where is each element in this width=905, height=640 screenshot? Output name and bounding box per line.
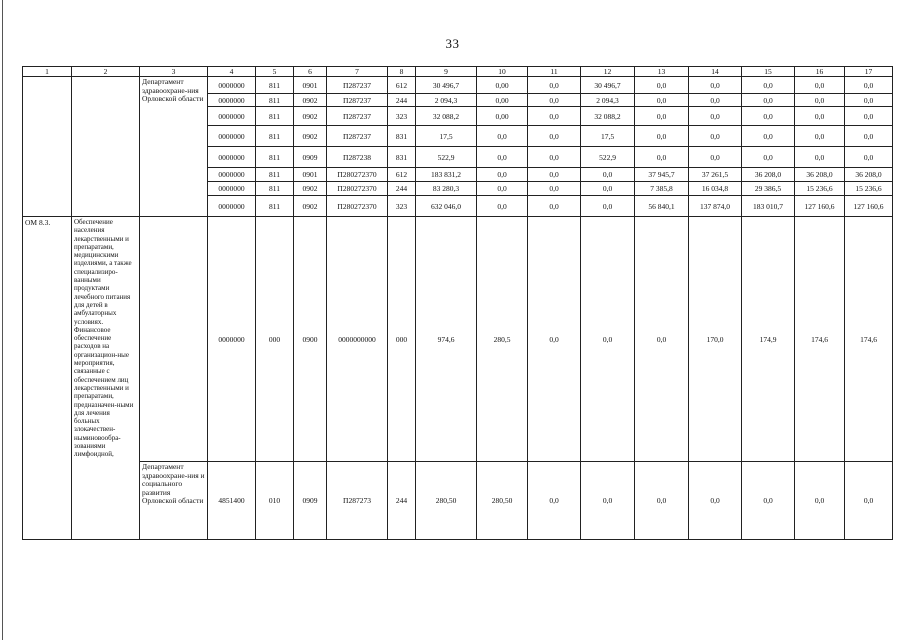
table-cell: 811 [256,168,294,182]
table-cell: 0,0 [581,196,635,217]
table-cell: 522,9 [581,147,635,168]
header-cell: 1 [23,67,72,77]
table-cell: 974,6 [416,217,477,462]
table-cell: 0,0 [528,196,581,217]
header-cell: 15 [742,67,795,77]
header-cell: 4 [208,67,256,77]
table-cell: 0,00 [477,94,528,107]
table-row [23,217,893,462]
table-cell: 36 208,0 [845,168,893,182]
table-cell: 0,0 [528,126,581,147]
table-cell: 30 496,7 [581,77,635,94]
table-cell: 0,0 [742,77,795,94]
table-cell: 0,0 [795,107,845,126]
table-cell: 010 [256,462,294,540]
table-cell: 37 945,7 [635,168,689,182]
table-cell: 174,6 [795,217,845,462]
table-cell: 831 [388,126,416,147]
table-cell: 0,0 [689,126,742,147]
table-cell: 0,0 [845,147,893,168]
table-cell: 0000000 [208,147,256,168]
header-cell: 11 [528,67,581,77]
table-cell: 0,0 [795,126,845,147]
header-cell: 7 [327,67,388,77]
table-cell: 32 088,2 [416,107,477,126]
table-cell: 0,0 [635,94,689,107]
table-cell: 811 [256,182,294,196]
table-cell: 0,0 [635,126,689,147]
table-cell: 0,0 [635,77,689,94]
table-cell: 0901 [294,77,327,94]
table-cell: 0901 [294,168,327,182]
table-cell: 0,0 [742,462,795,540]
page-number: 33 [445,36,460,51]
table-cell: 0,0 [795,77,845,94]
table-cell: 811 [256,147,294,168]
header-row [23,67,893,77]
table-cell: 0,0 [528,147,581,168]
table-cell: 0000000 [208,217,256,462]
header-cell: 8 [388,67,416,77]
header-cell: 6 [294,67,327,77]
table-cell: П287237 [327,94,388,107]
table-cell: 29 386,5 [742,182,795,196]
table-cell: 0,0 [742,107,795,126]
table-cell: 36 208,0 [795,168,845,182]
table-cell: 632 046,0 [416,196,477,217]
table-cell: 831 [388,147,416,168]
table-cell: 000 [388,217,416,462]
table-cell: 0,0 [528,217,581,462]
table-cell: 0,0 [689,107,742,126]
table-cell: 0,0 [689,147,742,168]
table-cell: 0,0 [689,77,742,94]
table-cell: 0,0 [795,462,845,540]
table-cell: 32 088,2 [581,107,635,126]
table-cell: 183 831,2 [416,168,477,182]
table-cell: 0,0 [581,182,635,196]
table-cell: 174,9 [742,217,795,462]
table-cell: 323 [388,196,416,217]
table-cell: 0902 [294,196,327,217]
table-cell: П280272370 [327,182,388,196]
table-cell: 0,0 [845,107,893,126]
table-cell: 15 236,6 [845,182,893,196]
table-cell: 0,0 [477,147,528,168]
table-cell: П287237 [327,107,388,126]
table-cell: 0,0 [795,94,845,107]
table-cell: П280272370 [327,196,388,217]
table-cell: 174,6 [845,217,893,462]
header-cell: 10 [477,67,528,77]
table-cell: 37 261,5 [689,168,742,182]
table-cell: 83 280,3 [416,182,477,196]
table-cell: 244 [388,182,416,196]
table-cell: 0,0 [528,94,581,107]
table-cell: 0,0 [635,147,689,168]
table-cell: 612 [388,168,416,182]
table-cell: 0,0 [477,126,528,147]
empty-cell [72,77,140,217]
table-cell: 0,0 [528,168,581,182]
table-cell: 244 [388,462,416,540]
table-cell: 170,0 [689,217,742,462]
table-cell: 4851400 [208,462,256,540]
header-cell: 16 [795,67,845,77]
table-cell: 36 208,0 [742,168,795,182]
table-cell: 7 385,8 [635,182,689,196]
header-cell: 3 [140,67,208,77]
table-cell: 2 094,3 [416,94,477,107]
table-cell: 000 [256,217,294,462]
table-cell: 0902 [294,126,327,147]
table-cell: 280,5 [477,217,528,462]
table-cell: 0,0 [528,182,581,196]
table-cell: 0909 [294,147,327,168]
table-cell: 0000000 [208,196,256,217]
table-cell: 811 [256,126,294,147]
header-cell: 2 [72,67,140,77]
table-cell: 0,0 [742,147,795,168]
table-cell: 0902 [294,107,327,126]
table-cell: 0000000 [208,126,256,147]
table-body [23,67,893,540]
table-cell: 0,0 [845,94,893,107]
table-cell: 0000000 [208,168,256,182]
table-cell: 0900 [294,217,327,462]
table-cell: 0902 [294,182,327,196]
table-cell: 0,0 [528,107,581,126]
table-cell: П287237 [327,77,388,94]
table-cell: П287237 [327,126,388,147]
table-cell: 280,50 [416,462,477,540]
table-cell: 0,0 [845,462,893,540]
table-cell: 0,0 [689,462,742,540]
header-cell: 12 [581,67,635,77]
table-cell: П287273 [327,462,388,540]
table-row [23,77,893,94]
table-cell: 811 [256,77,294,94]
table-cell: 0000000 [208,182,256,196]
measure-code: ОМ 8.3. [23,217,72,540]
table-cell: 56 840,1 [635,196,689,217]
executor-cell: Департамент здравоохране-ния и социального развития Орловской области [140,462,208,540]
header-cell: 14 [689,67,742,77]
table-cell: 17,5 [581,126,635,147]
header-cell: 13 [635,67,689,77]
table-cell: 0,0 [795,147,845,168]
budget-table [22,66,893,540]
table-cell: 127 160,6 [795,196,845,217]
table-cell: 811 [256,196,294,217]
empty-cell [140,217,208,462]
table-cell: П280272370 [327,168,388,182]
table-cell: 30 496,7 [416,77,477,94]
table-row [23,462,893,540]
table-cell: 0,0 [635,462,689,540]
table-cell: 811 [256,107,294,126]
table-cell: 0,00 [477,107,528,126]
empty-cell [23,77,72,217]
table-cell: 16 034,8 [689,182,742,196]
table-cell: 0,0 [528,462,581,540]
header-cell: 9 [416,67,477,77]
table-cell: 280,50 [477,462,528,540]
table-cell: 522,9 [416,147,477,168]
table-cell: 0000000 [208,77,256,94]
table-cell: 0000000 [208,94,256,107]
table-cell: 0,0 [581,217,635,462]
table-cell: 0,0 [635,107,689,126]
table-cell: 0,0 [845,77,893,94]
page-left-rule [2,0,3,640]
header-cell: 5 [256,67,294,77]
table-cell: 127 160,6 [845,196,893,217]
table-cell: 0,0 [477,196,528,217]
table-cell: 183 010,7 [742,196,795,217]
table-cell: 0000000000 [327,217,388,462]
table-cell: 17,5 [416,126,477,147]
table-cell: 0,00 [477,77,528,94]
executor-cell: Департамент здравоохране-ния Орловской области [140,77,208,217]
table-cell: 0,0 [635,217,689,462]
table-cell: 0,0 [742,126,795,147]
table-cell: 0,0 [581,462,635,540]
table-cell: 0,0 [477,182,528,196]
measure-description: Обеспечение населения лекарственными и препаратами, медицинскими изделиями, а также специализиро-ванными продуктами лечебного питания для детей в амбулаторных условиях. Финансовое обеспечение расходов на организацион-ные мероприятия, связанные с обеспечением лиц лекарственными и препаратами, предназначен-ными для лечения больных злокачествен-ныминовообра-зованиями лимфоидной, [72,217,140,540]
table-cell: П287238 [327,147,388,168]
table-cell: 0,0 [689,94,742,107]
table-cell: 244 [388,94,416,107]
table-cell: 0,0 [528,77,581,94]
table-cell: 0,0 [581,168,635,182]
table-cell: 0,0 [845,126,893,147]
table-cell: 137 874,0 [689,196,742,217]
table-cell: 612 [388,77,416,94]
table-cell: 0909 [294,462,327,540]
header-cell: 17 [845,67,893,77]
table-cell: 0,0 [742,94,795,107]
table-cell: 0000000 [208,107,256,126]
table-cell: 15 236,6 [795,182,845,196]
table-cell: 2 094,3 [581,94,635,107]
table-cell: 323 [388,107,416,126]
table-cell: 811 [256,94,294,107]
table-cell: 0,0 [477,168,528,182]
table-cell: 0902 [294,94,327,107]
